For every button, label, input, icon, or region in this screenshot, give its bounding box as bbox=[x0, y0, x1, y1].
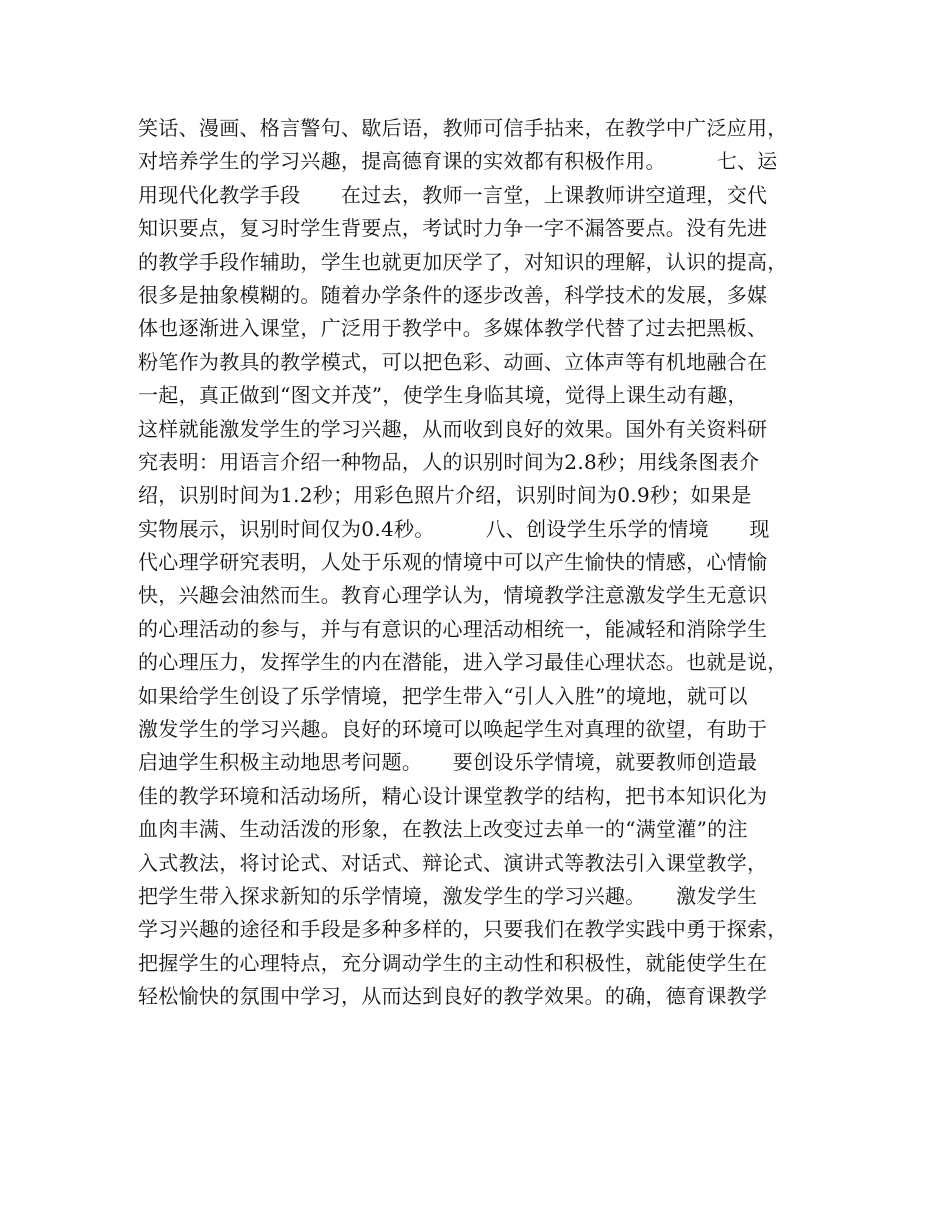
text-line: 的心理压力，发挥学生的内在潜能，进入学习最佳心理状态。也就是说， bbox=[138, 650, 788, 675]
text-line: 快，兴趣会油然而生。教育心理学认为，情境教学注意激发学生无意识 bbox=[138, 583, 768, 608]
text-line: 轻松愉快的氛围中学习，从而达到良好的教学效果。的确，德育课教学 bbox=[138, 984, 768, 1009]
text-line: 用现代化教学手段 在过去，教师一言堂，上课教师讲空道理，交代 bbox=[138, 182, 768, 207]
text-line: 对培养学生的学习兴趣，提高德育课的实效都有积极作用。 七、运 bbox=[138, 149, 778, 174]
text-line: 知识要点，复习时学生背要点，考试时力争一字不漏答要点。没有先进 bbox=[138, 216, 768, 241]
text-line: 激发学生的学习兴趣。良好的环境可以唤起学生对真理的欲望，有助于 bbox=[138, 717, 768, 742]
text-line: 入式教法，将讨论式、对话式、辩论式、演讲式等教法引入课堂教学， bbox=[138, 850, 768, 875]
text-line: 把学生带入探求新知的乐学情境，激发学生的学习兴趣。 激发学生 bbox=[138, 883, 758, 908]
text-line: 实物展示，识别时间仅为0.4秒。 八、创设学生乐学的情境 现 bbox=[138, 516, 770, 541]
text-line: 究表明：用语言介绍一种物品，人的识别时间为2.8秒；用线条图表介 bbox=[138, 449, 760, 474]
text-line: 的心理活动的参与，并与有意识的心理活动相统一，能减轻和消除学生 bbox=[138, 616, 768, 641]
text-line: 粉笔作为教具的教学模式，可以把色彩、动画、立体声等有机地融合在 bbox=[138, 349, 768, 374]
text-line: 笑话、漫画、格言警句、歇后语，教师可信手拈来，在教学中广泛应用， bbox=[138, 116, 788, 140]
text-line: 这样就能激发学生的学习兴趣，从而收到良好的效果。国外有关资料研 bbox=[138, 416, 768, 441]
text-line: 的教学手段作辅助，学生也就更加厌学了，对知识的理解，认识的提高， bbox=[138, 249, 788, 274]
text-line: 启迪学生积极主动地思考问题。 要创设乐学情境，就要教师创造最 bbox=[138, 750, 758, 775]
text-line: 佳的教学环境和活动场所，精心设计课堂教学的结构，把书本知识化为 bbox=[138, 783, 768, 808]
text-line: 体也逐渐进入课堂，广泛用于教学中。多媒体教学代替了过去把黑板、 bbox=[138, 316, 768, 341]
text-line: 如果给学生创设了乐学情境，把学生带入“引人入胜”的境地，就可以 bbox=[138, 683, 748, 708]
text-line: 一起，真正做到“图文并茂”，使学生身临其境，觉得上课生动有趣， bbox=[138, 383, 748, 408]
text-line: 代心理学研究表明，人处于乐观的情境中可以产生愉快的情感，心情愉 bbox=[138, 550, 768, 575]
text-line: 把握学生的心理特点，充分调动学生的主动性和积极性，就能使学生在 bbox=[138, 950, 768, 975]
body-text bbox=[138, 112, 828, 1014]
text-line: 很多是抽象模糊的。随着办学条件的逐步改善，科学技术的发展，多媒 bbox=[138, 282, 768, 307]
text-line: 绍，识别时间为1.2秒；用彩色照片介绍，识别时间为0.9秒；如果是 bbox=[138, 483, 752, 508]
text-line: 学习兴趣的途径和手段是多种多样的，只要我们在教学实践中勇于探索， bbox=[138, 917, 788, 942]
text-line: 血肉丰满、生动活泼的形象，在教法上改变过去单一的“满堂灌”的注 bbox=[138, 817, 748, 842]
